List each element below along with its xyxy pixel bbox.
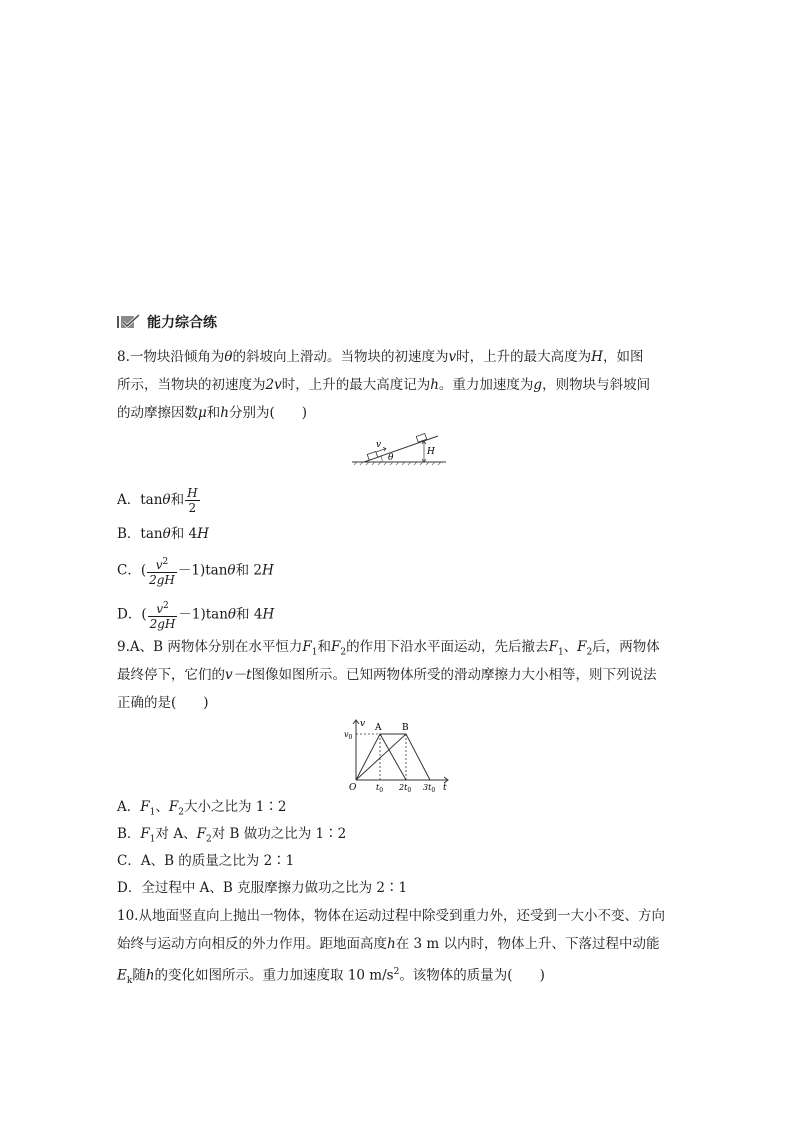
math-F: F xyxy=(140,799,150,815)
math-theta: θ xyxy=(227,606,237,623)
text: A． xyxy=(117,799,141,815)
numerator xyxy=(147,555,177,573)
math-F: F xyxy=(330,639,341,655)
point-b-label: B xyxy=(402,723,409,733)
text: 和 2 xyxy=(235,562,262,579)
subscript: 2 xyxy=(586,647,593,658)
text: 的作用下沿水平面运动，先后撤去 xyxy=(346,639,549,655)
q9-option-d xyxy=(117,878,407,898)
q8-line-1 xyxy=(117,347,643,367)
superscript: 2 xyxy=(162,557,169,567)
origin-label: O xyxy=(349,783,357,792)
text: ，则物块与斜坡间 xyxy=(542,377,651,393)
q9-option-b xyxy=(117,824,346,850)
text: 和 4 xyxy=(170,526,198,542)
math-theta: θ xyxy=(224,349,233,365)
text: －1)tan xyxy=(178,606,228,623)
math-F: F xyxy=(140,826,150,842)
q8-option-a xyxy=(117,485,201,515)
fraction xyxy=(147,555,177,587)
text: 随 xyxy=(132,967,146,984)
subscript: 2 xyxy=(340,647,347,658)
math-F: F xyxy=(168,799,179,815)
q8-line-2 xyxy=(117,375,650,395)
math-H: H xyxy=(262,606,275,623)
math-h: h xyxy=(145,967,155,984)
text: －1)tan xyxy=(177,562,228,579)
q8-option-d xyxy=(117,599,274,631)
q8-option-b xyxy=(117,524,209,544)
q9-vt-graph xyxy=(340,716,452,792)
math-E: E xyxy=(117,967,127,984)
q9-option-a xyxy=(117,797,286,823)
text: 和 xyxy=(317,639,331,655)
text: 10.从地面竖直向上抛出一物体，物体在运动过程中除受到重力外，还受到一大小不变、方向 xyxy=(117,908,665,924)
superscript: 2 xyxy=(163,601,169,611)
q9-line-1 xyxy=(117,637,660,663)
text: 。该物体的质量为( ) xyxy=(399,967,545,984)
fraction xyxy=(185,486,199,515)
subscript: k xyxy=(126,976,133,987)
two-t0-label: $2t_0$ xyxy=(399,783,412,792)
three-t0-label: $3t_0$ xyxy=(423,783,436,792)
math-h: h xyxy=(220,405,229,421)
t0-label: $t_0$ xyxy=(376,783,384,792)
text: 最终停下，它们的 xyxy=(117,667,225,683)
axis-v-label: v xyxy=(360,719,366,729)
text: 所示，当物块的初速度为 xyxy=(117,377,266,393)
text: B．tan xyxy=(117,526,163,542)
denominator: 2gH xyxy=(149,617,176,631)
q10-line-1 xyxy=(117,906,665,926)
math-h: h xyxy=(387,936,396,952)
text: 在 3 m 以内时，物体上升、下落过程中动能 xyxy=(395,936,660,952)
text: B． xyxy=(117,826,141,842)
denominator: 2 xyxy=(188,501,197,515)
q8-incline-figure xyxy=(350,430,450,470)
text: C．A、B 的质量之比为 2∶1 xyxy=(117,853,295,869)
section-title: 能力综合练 xyxy=(147,315,217,331)
q8-line-3 xyxy=(117,403,307,423)
text: 分别为( ) xyxy=(228,405,308,421)
text: 时，上升的最大高度为 xyxy=(456,349,592,365)
q9-line-3 xyxy=(117,693,209,713)
text: 、 xyxy=(563,639,578,655)
axis-t-label: t xyxy=(443,783,447,792)
math-h: h xyxy=(430,377,439,393)
math-2v: 2v xyxy=(265,377,282,393)
text: 正确的是( ) xyxy=(117,695,209,711)
fraction xyxy=(148,599,178,631)
text: 8.一物块沿倾角为 xyxy=(117,349,225,365)
q10-line-2 xyxy=(117,934,659,954)
math-v: v xyxy=(448,349,457,365)
text: 对 B 做功之比为 1∶2 xyxy=(211,826,347,842)
subscript: 1 xyxy=(311,647,318,658)
text: 、 xyxy=(155,799,169,815)
numerator: H xyxy=(187,486,198,500)
math-F: F xyxy=(577,639,587,655)
math-theta: θ xyxy=(162,526,171,542)
subscript: 1 xyxy=(149,807,156,818)
q8-option-c xyxy=(117,555,274,587)
q9-option-c xyxy=(117,851,294,871)
text: ，如图 xyxy=(602,349,644,365)
point-a-label: A xyxy=(375,723,382,733)
text: 9.A、B 两物体分别在水平恒力 xyxy=(117,639,303,655)
text: 的斜坡向上滑动。当物块的初速度为 xyxy=(232,349,449,365)
section-header xyxy=(117,311,217,333)
text: D．( xyxy=(117,606,147,623)
numerator xyxy=(148,599,178,617)
text: 和 xyxy=(206,405,221,421)
math-H: H xyxy=(591,349,603,365)
math-g: g xyxy=(533,377,543,393)
text: 和 xyxy=(170,492,185,508)
text: 的变化如图所示。重力加速度取 10 m/s xyxy=(154,967,394,984)
math-mu: μ xyxy=(198,405,207,421)
math-v: v xyxy=(155,558,163,572)
math-v-t: v－t xyxy=(225,667,252,683)
text: 。重力加速度为 xyxy=(438,377,534,393)
text: 始终与运动方向相反的外力作用。距地面高度 xyxy=(117,936,387,952)
math-H: H xyxy=(261,562,274,579)
math-F: F xyxy=(548,639,558,655)
subscript: 1 xyxy=(149,834,156,845)
superscript: 2 xyxy=(393,967,400,977)
q10-line-3 xyxy=(117,962,545,991)
fig-label-theta: θ xyxy=(388,453,394,463)
math-theta: θ xyxy=(227,562,236,579)
math-v: v xyxy=(156,602,163,616)
subscript: 1 xyxy=(557,647,564,658)
text: 大小之比为 1∶2 xyxy=(183,799,287,815)
fig-label-v: v xyxy=(376,440,382,450)
subscript: 2 xyxy=(205,834,212,845)
text: 对 A、 xyxy=(155,826,197,842)
math-theta: θ xyxy=(162,492,171,508)
math-H: H xyxy=(197,526,209,542)
text: 和 4 xyxy=(236,606,263,623)
text: 的动摩擦因数 xyxy=(117,405,198,421)
subscript: 2 xyxy=(178,807,184,818)
v0-label: $v_0$ xyxy=(344,730,353,741)
text: D．全过程中 A、B 克服摩擦力做功之比为 2∶1 xyxy=(117,880,408,896)
math-F: F xyxy=(302,639,312,655)
check-box-icon xyxy=(117,314,141,330)
text: 后，两物体 xyxy=(592,639,660,655)
math-F: F xyxy=(196,826,206,842)
text: 图像如图所示。已知两物体所受的滑动摩擦力大小相等，则下列说法 xyxy=(251,667,657,683)
q9-line-2 xyxy=(117,665,657,685)
text: 时，上升的最大高度记为 xyxy=(281,377,431,393)
denominator: 2gH xyxy=(149,573,175,587)
text: A．tan xyxy=(117,492,163,508)
fig-label-H: H xyxy=(427,447,435,457)
text: C．( xyxy=(117,562,147,579)
